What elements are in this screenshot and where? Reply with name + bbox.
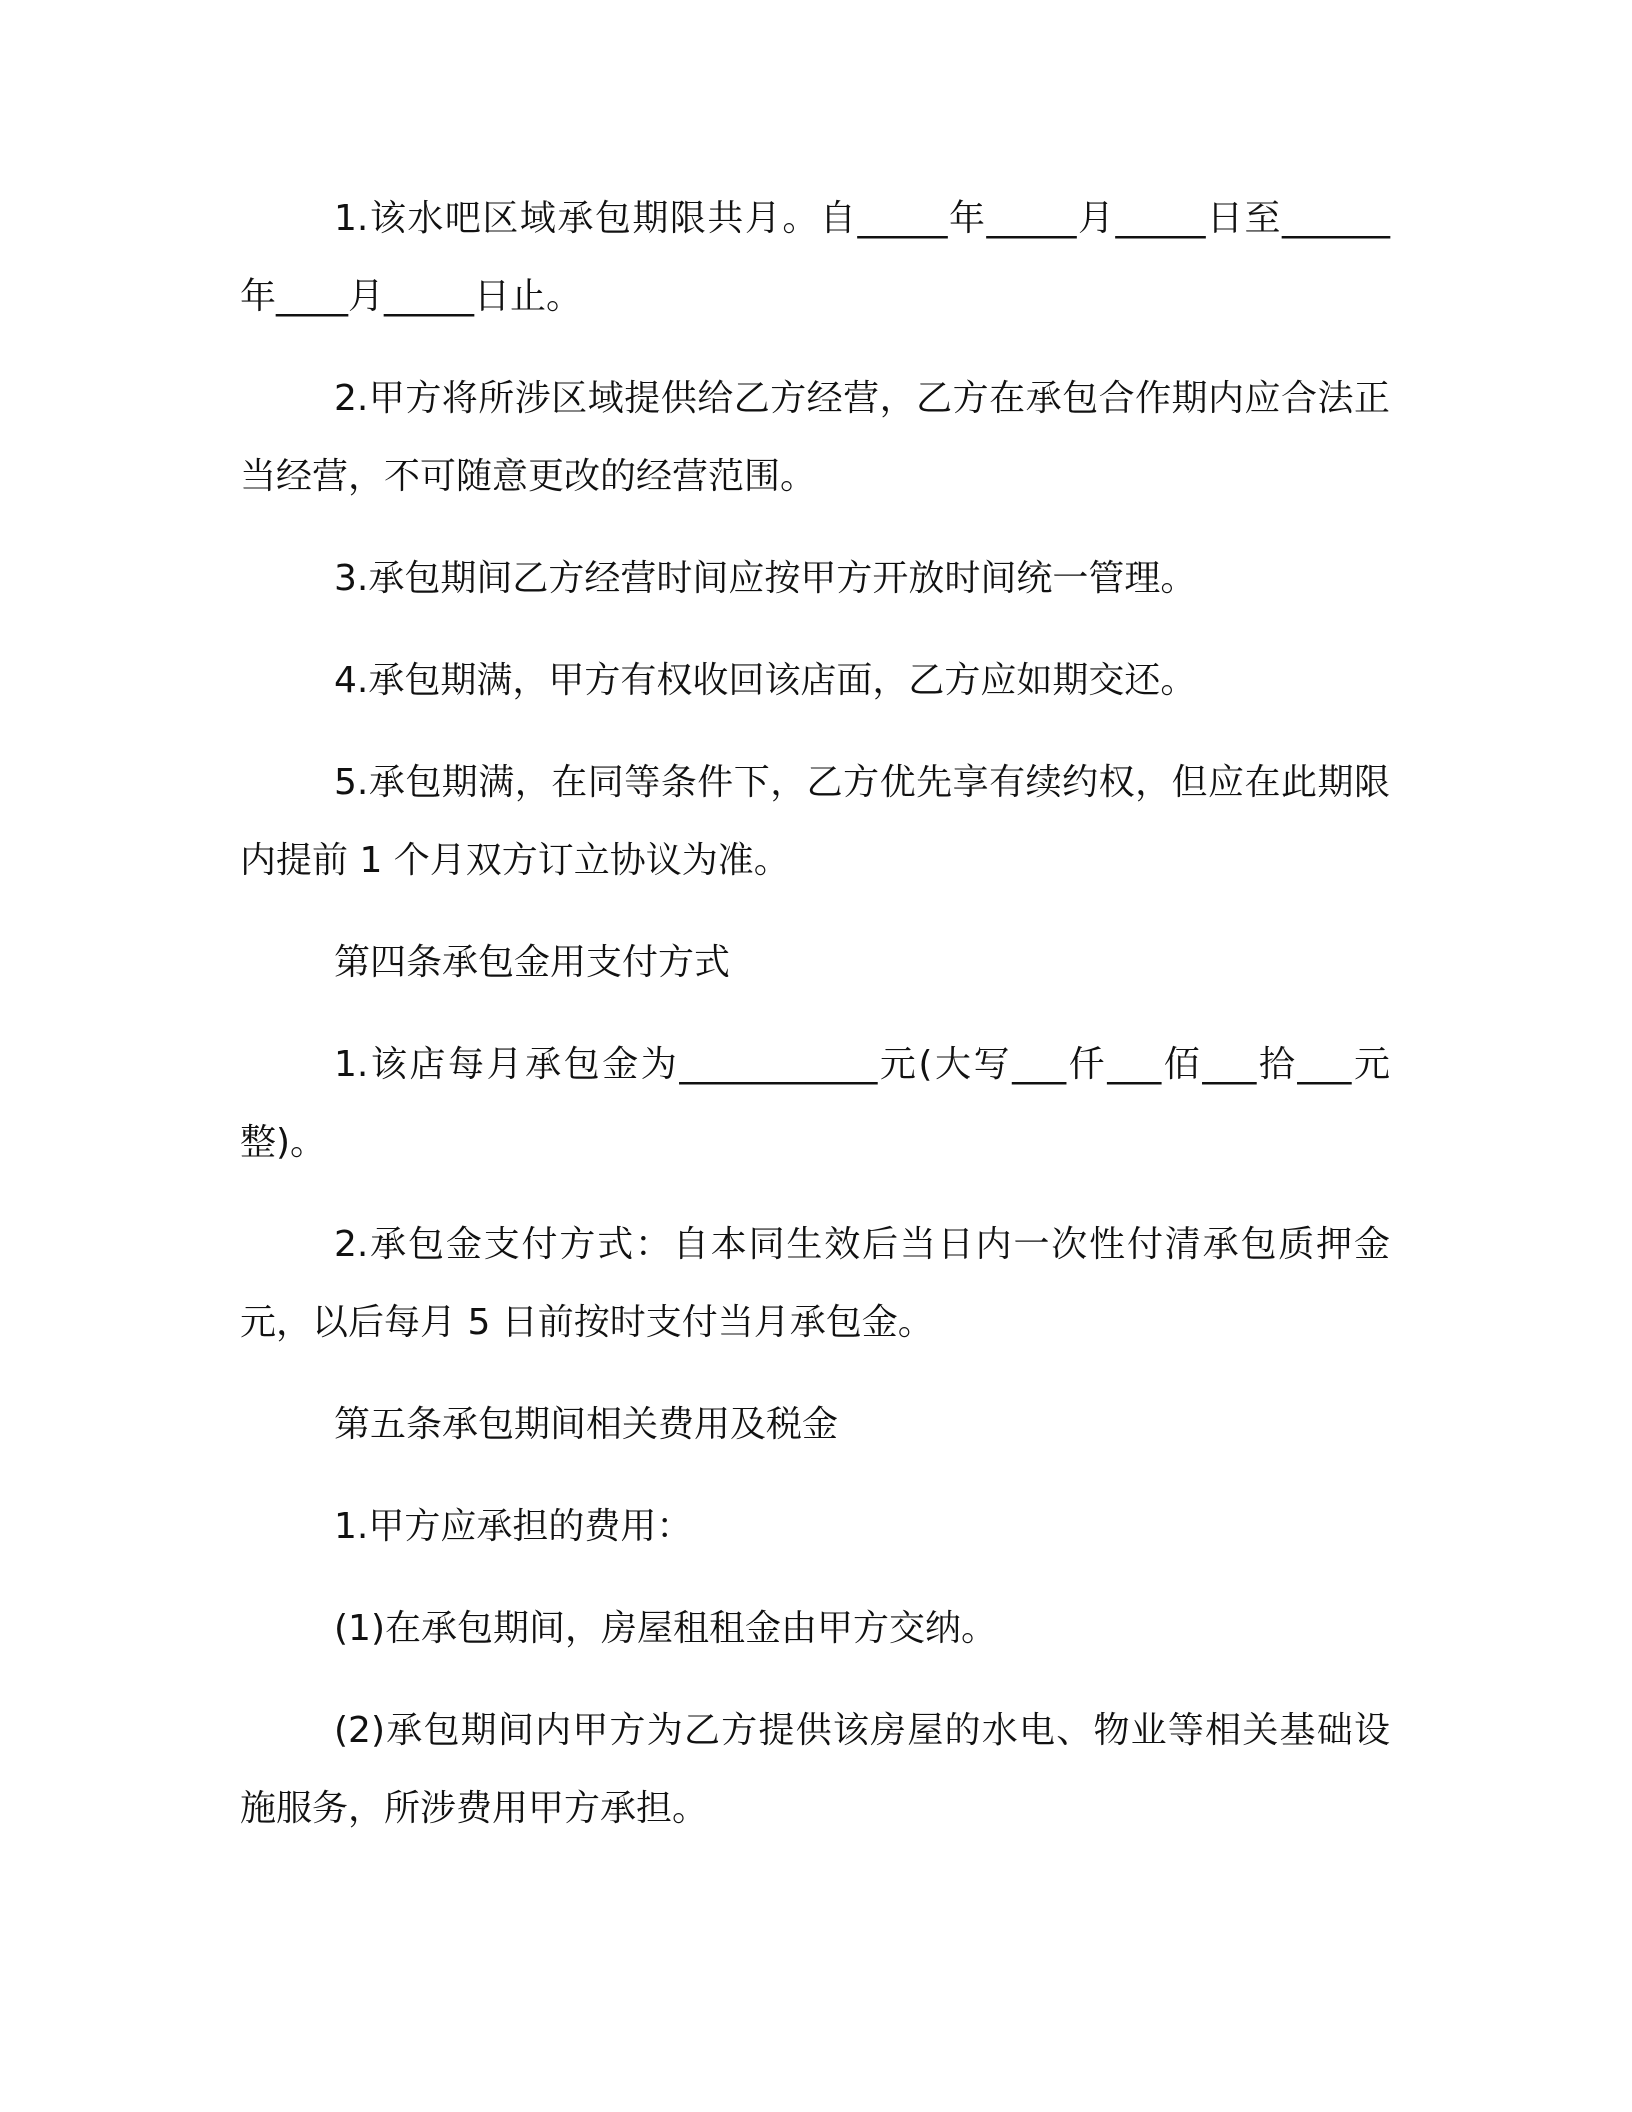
clause-party-a-fees: 1.甲方应承担的费用： (334, 1506, 693, 1547)
section-heading-fees-taxes: 第五条承包期间相关费用及税金 (334, 1404, 839, 1445)
document-body (240, 180, 1390, 1872)
clause-monthly-fee: 1.该店每月承包金为___________元(大写___仟___佰___拾___元整)。 (240, 1044, 1390, 1163)
section-heading-payment: 第四条承包金用支付方式 (334, 942, 731, 983)
clause-rent: (1)在承包期间，房屋租租金由甲方交纳。 (334, 1608, 997, 1649)
clause-term-dates: 1.该水吧区域承包期限共月。自_____年_____月_____日至______年____月_____日止。 (240, 198, 1390, 317)
clause-return-store: 4.承包期满，甲方有权收回该店面，乙方应如期交还。 (334, 660, 1197, 701)
clause-legal-operation: 2.甲方将所涉区域提供给乙方经营，乙方在承包合作期内应合法正当经营，不可随意更改的经营范围。 (240, 378, 1390, 497)
clause-utilities: (2)承包期间内甲方为乙方提供该房屋的水电、物业等相关基础设施服务，所涉费用甲方承担。 (240, 1710, 1390, 1829)
clause-operating-hours: 3.承包期间乙方经营时间应按甲方开放时间统一管理。 (334, 558, 1197, 599)
clause-renewal: 5.承包期满，在同等条件下，乙方优先享有续约权，但应在此期限内提前 1 个月双方订立协议为准。 (240, 762, 1390, 881)
clause-payment-method: 2.承包金支付方式：自本同生效后当日内一次性付清承包质押金元，以后每月 5 日前按时支付当月承包金。 (240, 1224, 1390, 1343)
